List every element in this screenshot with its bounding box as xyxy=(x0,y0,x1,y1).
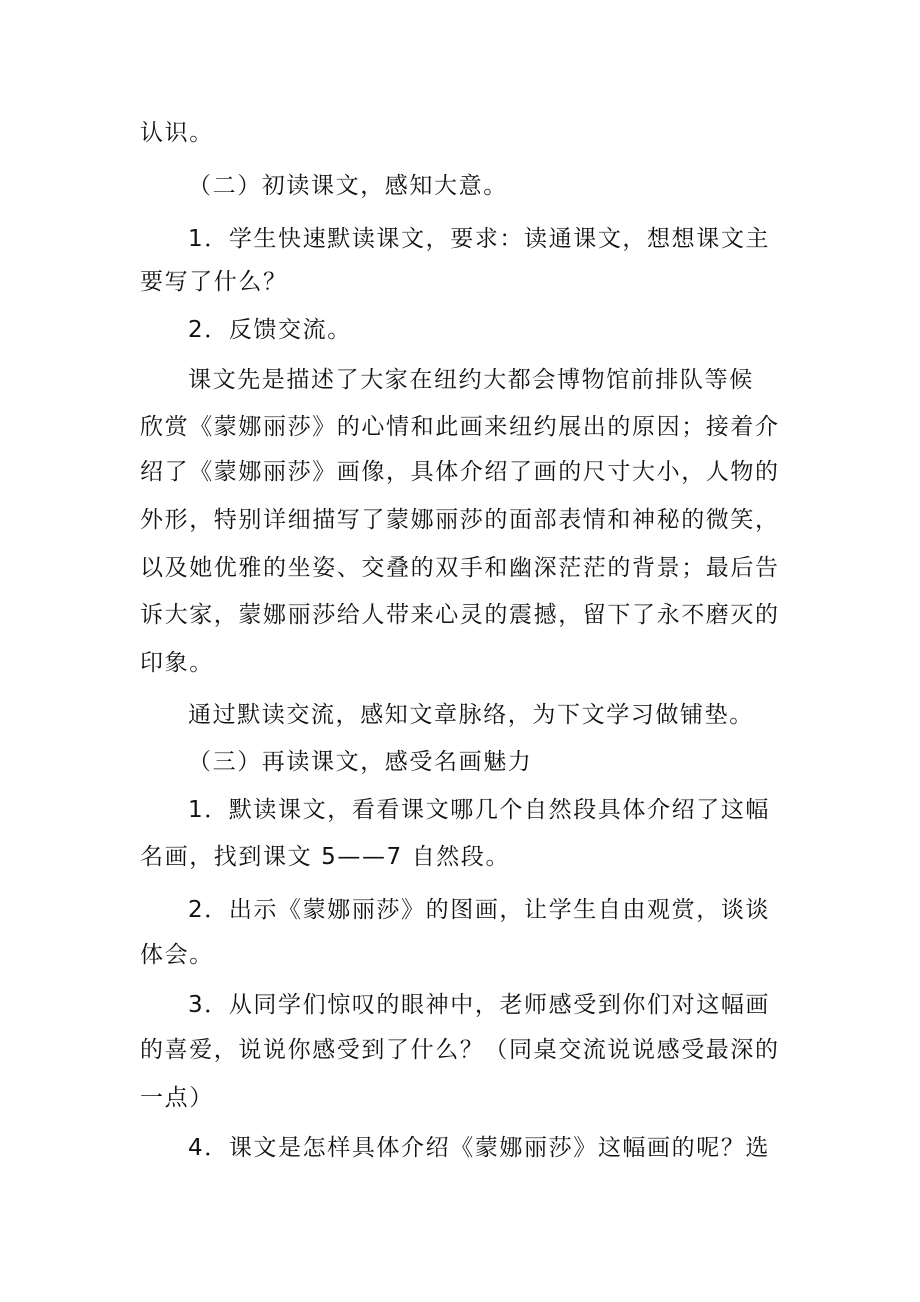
text-line: 2．出示《蒙娜丽莎》的图画，让学生自由观赏，谈谈 xyxy=(188,897,771,923)
text-line: 以及她优雅的坐姿、交叠的双手和幽深茫茫的背景；最后告 xyxy=(140,555,780,581)
text-line: 诉大家，蒙娜丽莎给人带来心灵的震撼，留下了永不磨灭的 xyxy=(140,602,780,628)
text-line: 课文先是描述了大家在纽约大都会博物馆前排队等候 xyxy=(188,367,754,393)
text-line: 通过默读交流，感知文章脉络，为下文学习做铺垫。 xyxy=(188,702,754,728)
text-line: 认识。 xyxy=(140,120,214,146)
text-line: 体会。 xyxy=(140,942,214,968)
section-heading: （三）再读课文，感受名画魅力 xyxy=(188,749,533,775)
text-line: 2．反馈交流。 xyxy=(188,317,352,343)
text-line: 4．课文是怎样具体介绍《蒙娜丽莎》这幅画的呢？选 xyxy=(188,1135,771,1161)
text-line: 1．默读课文，看看课文哪几个自然段具体介绍了这幅 xyxy=(188,797,771,823)
text-line: 一点） xyxy=(140,1085,214,1111)
section-heading: （二）初读课文，感知大意。 xyxy=(188,173,508,199)
text-line: 要写了什么？ xyxy=(140,269,288,295)
text-line: 1．学生快速默读课文，要求：读通课文，想想课文主 xyxy=(188,226,771,252)
text-line: 外形，特别详细描写了蒙娜丽莎的面部表情和神秘的微笑， xyxy=(140,507,780,533)
text-line: 3．从同学们惊叹的眼神中，老师感受到你们对这幅画 xyxy=(188,992,771,1018)
text-line: 印象。 xyxy=(140,650,214,676)
text-line: 的喜爱，说说你感受到了什么？（同桌交流说说感受最深的 xyxy=(140,1037,780,1063)
text-line: 欣赏《蒙娜丽莎》的心情和此画来纽约展出的原因；接着介 xyxy=(140,414,780,440)
text-line: 绍了《蒙娜丽莎》画像，具体介绍了画的尺寸大小，人物的 xyxy=(140,459,780,485)
text-line: 名画，找到课文 5——7 自然段。 xyxy=(140,844,511,870)
